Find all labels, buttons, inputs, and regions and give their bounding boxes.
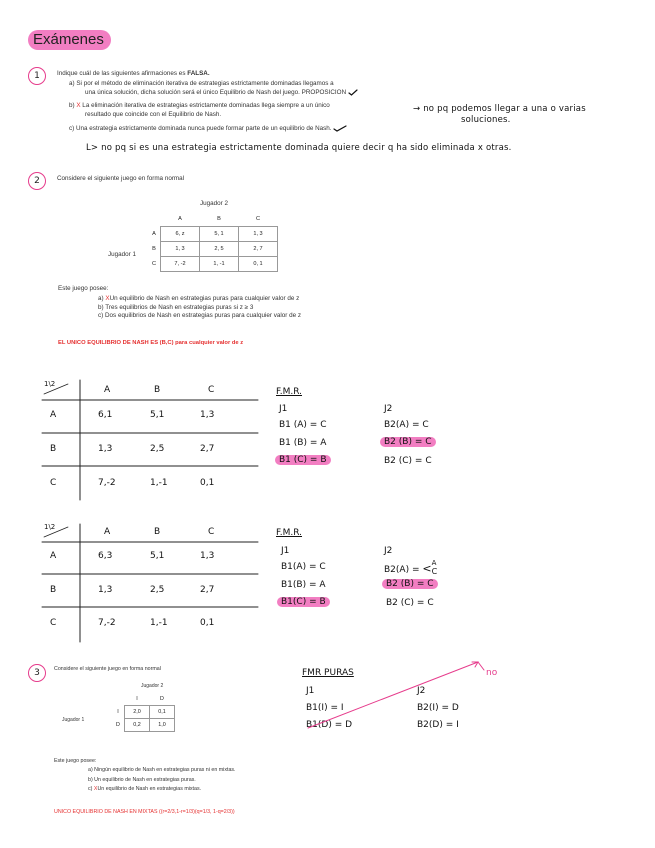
- q2-row-header: B: [152, 246, 156, 252]
- hand2-col-header: B: [154, 527, 161, 537]
- q2-posee: Este juego posee:: [58, 285, 109, 292]
- q3-posee: Este juego posee:: [54, 758, 97, 764]
- q1-prompt-bold: FALSA.: [187, 70, 210, 77]
- hand2-cell: 7,-2: [98, 618, 116, 628]
- hand2-cell: 1,-1: [150, 618, 168, 628]
- hand2-row-header: C: [50, 618, 57, 628]
- hand2-col-header: A: [104, 527, 111, 537]
- q1-note-right-line1: → no pq podemos llegar a una o varias: [413, 104, 586, 114]
- q2-row-header: C: [151, 261, 157, 267]
- hand2-br2a: B2(A) = < A C: [384, 558, 438, 576]
- q1-note-right: [413, 104, 586, 126]
- hand1-fmr: F.M.R.: [276, 387, 303, 397]
- q1-option-a-line1: a) Si por el método de eliminación iterativa de estrategias estrictamente dominadas llegamos a: [69, 80, 334, 87]
- q2-cell: 2, 7: [239, 242, 278, 257]
- hand3-j2: J2: [417, 686, 426, 696]
- hand1-row-header: C: [50, 478, 57, 488]
- q3-cell: 2,0: [125, 706, 150, 719]
- hand3-j1: J1: [306, 686, 315, 696]
- q2-cell: 1, -1: [200, 257, 239, 272]
- hand2-br2a-text: B2(A) =: [384, 565, 423, 575]
- hand1-br1-highlight: B1 (C) = B: [275, 455, 331, 465]
- q3-player2-label: Jugador 2: [141, 683, 164, 689]
- hand1-cell: 7,-2: [98, 478, 116, 488]
- hand2-br2a-top: A: [431, 558, 437, 567]
- hand1-br1: B1 (A) = C: [279, 420, 327, 430]
- q3-cell: 0,2: [125, 719, 150, 732]
- hand3-br2: B2(D) = I: [417, 720, 459, 730]
- hand2-br1: B1(B) = A: [281, 580, 326, 590]
- q2-cell: 1, 3: [239, 227, 278, 242]
- hand1-col-header: A: [104, 385, 111, 395]
- hand2-j2: J2: [384, 546, 393, 556]
- q2-col-header: C: [255, 216, 261, 222]
- hand1-cell: 1,3: [200, 410, 215, 420]
- q2-cell: 6, z: [161, 227, 200, 242]
- q1-option-b-mark: X: [76, 102, 81, 109]
- q3-option-c-label: c): [88, 786, 93, 792]
- q3-option-b: b) Un equilibrio de Nash en estrategias puras.: [88, 776, 196, 783]
- q1-note-below: L> no pq si es una estrategia estrictamente dominada quiere decir q ha sido eliminada x otras.: [86, 143, 512, 153]
- hand1-br2: B2 (C) = C: [384, 456, 432, 466]
- hand2-corner: 1\2: [44, 523, 56, 531]
- q3-option-c-mark: X: [93, 786, 98, 792]
- hand2-br1: B1(A) = C: [281, 562, 326, 572]
- check-icon: [348, 89, 358, 96]
- q3-option-a: a) Ningún equilibrio de Nash en estrategias puras ni en mixtas.: [88, 767, 236, 773]
- q3-row-header: I: [117, 709, 119, 715]
- hand1-cell: 5,1: [150, 410, 165, 420]
- hand1-cell: 1,-1: [150, 478, 168, 488]
- hand3-br1: B1(D) = D: [306, 720, 353, 730]
- hand1-br2: B2(A) = C: [384, 420, 429, 430]
- hand1-br2-highlight: B2 (B) = C: [380, 437, 436, 447]
- q2-cell: 0, 1: [239, 257, 278, 272]
- q1-note-right-line2: soluciones.: [461, 115, 511, 125]
- q2-col-header: B: [217, 216, 221, 222]
- q2-prompt: Considere el siguiente juego en forma normal: [57, 175, 185, 182]
- hand2-cell: 2,5: [150, 585, 165, 595]
- hand2-cell: 1,3: [98, 585, 113, 595]
- table-corner: [148, 212, 161, 227]
- hand1-j1: J1: [279, 404, 288, 414]
- hand3-title: FMR PURAS: [302, 668, 354, 678]
- q1-prompt-text: Indique cuál de las siguientes afirmaciones es: [57, 70, 188, 77]
- q3-player1-label: Jugador 1: [62, 717, 85, 723]
- hand2-br2: B2 (C) = C: [386, 598, 434, 608]
- q2-payoff-table: [148, 212, 278, 272]
- q3-payoff-table: [112, 693, 175, 732]
- q2-cell: 7, -2: [161, 257, 200, 272]
- hand2-cell: 5,1: [150, 551, 165, 561]
- hand2-fmr: F.M.R.: [276, 528, 303, 538]
- hand2-cell: 6,3: [98, 551, 113, 561]
- hand2-cell: 2,7: [200, 585, 215, 595]
- q1-option-b-line1: La eliminación iterativa de estrategias estrictamente dominadas llega siempre a un único: [80, 102, 330, 109]
- q3-col-header: I: [136, 696, 138, 702]
- q2-player2-label: Jugador 2: [200, 200, 229, 207]
- hand1-row-header: B: [50, 444, 57, 454]
- hand1-row-header: A: [50, 410, 57, 420]
- q2-option-a-mark: X: [105, 295, 110, 302]
- q3-options: [88, 766, 236, 795]
- q2-option-c: c) Dos equilibrios de Nash en estrategias puras para cualquier valor de z: [98, 312, 302, 320]
- q1-option-b-line2: resultado que coincide con el Equilibrio de Nash.: [85, 110, 222, 118]
- hand1-col-header: C: [208, 385, 215, 395]
- hand2-j1: J1: [281, 546, 290, 556]
- q2-row-header: A: [152, 231, 156, 237]
- q2-answer: EL UNICO EQUILIBRIO DE NASH ES (B,C) para cualquier valor de z: [58, 340, 244, 346]
- hand2-cell: 0,1: [200, 618, 215, 628]
- hand1-col-header: B: [154, 385, 161, 395]
- q1-option-b: [69, 102, 409, 119]
- q3-option-c: Un equilibrio de Nash en estrategias mixtas.: [97, 786, 202, 792]
- q2-option-a: Un equilibrio de Nash en estrategias puras para cualquier valor de z: [109, 295, 300, 302]
- q3-col-header: D: [160, 696, 164, 702]
- hand1-j2: J2: [384, 404, 393, 414]
- hand2-row-header: B: [50, 585, 57, 595]
- hand2-br2a-bottom: C: [431, 566, 438, 576]
- hand3-br2: B2(I) = D: [417, 703, 459, 713]
- q2-cell: 1, 3: [161, 242, 200, 257]
- hand2-br2-highlight: B2 (B) = C: [382, 579, 438, 589]
- hand1-corner: 1\2: [44, 380, 56, 388]
- question-number-2: 2: [28, 172, 46, 190]
- hand1-cell: 1,3: [98, 444, 113, 454]
- q3-cell: 1,0: [150, 719, 175, 732]
- hand2-cell: 1,3: [200, 551, 215, 561]
- hand1-br1: B1 (B) = A: [279, 438, 327, 448]
- strike-arrow: [300, 658, 500, 738]
- q1-option-a-line2: una única solución, dicha solución será el único Equilibrio de Nash del juego. PROPOSICION: [85, 88, 347, 96]
- q1-option-b-label: b): [69, 102, 75, 109]
- q1-option-c: [69, 125, 409, 134]
- hand2-br1-highlight: B1(C) = B: [277, 597, 330, 607]
- check-icon: [333, 125, 347, 132]
- hand1-cell: 0,1: [200, 478, 215, 488]
- q1-option-a: [69, 80, 409, 97]
- hand3-br1: B1(I) = I: [306, 703, 344, 713]
- hand2-col-header: C: [208, 527, 215, 537]
- q3-row-header: D: [116, 722, 120, 728]
- q2-player1-label: Jugador 1: [108, 251, 137, 258]
- hand1-cell: 6,1: [98, 410, 113, 420]
- q2-options: [98, 295, 301, 321]
- question-number-1: 1: [28, 67, 46, 85]
- q3-cell: 0,1: [150, 706, 175, 719]
- q2-option-a-label: a): [98, 295, 104, 302]
- q2-cell: 5, 1: [200, 227, 239, 242]
- q2-cell: 2, 5: [200, 242, 239, 257]
- hand3-no: no: [486, 668, 498, 678]
- q3-answer: UNICO EQUILIBRIO DE NASH EN MIXTAS ((r=2/3,1-r=1/3)(q=1/3, 1-q=2/3)): [54, 809, 235, 815]
- hand1-cell: 2,7: [200, 444, 215, 454]
- q1-prompt: [57, 70, 210, 79]
- question-number-3: 3: [28, 664, 46, 682]
- page-title: Exámenes: [28, 30, 111, 50]
- hand1-cell: 2,5: [150, 444, 165, 454]
- q2-col-header: A: [178, 216, 182, 222]
- q2-option-b: b) Tres equilibrios de Nash en estrategias puras si z ≥ 3: [98, 303, 254, 311]
- q1-option-c-text: c) Una estrategia estrictamente dominada nunca puede formar parte de un equilibrio de Nash.: [69, 125, 332, 133]
- table-corner: [112, 693, 125, 706]
- q3-prompt: Considere el siguiente juego en forma normal: [54, 666, 161, 672]
- hand2-row-header: A: [50, 551, 57, 561]
